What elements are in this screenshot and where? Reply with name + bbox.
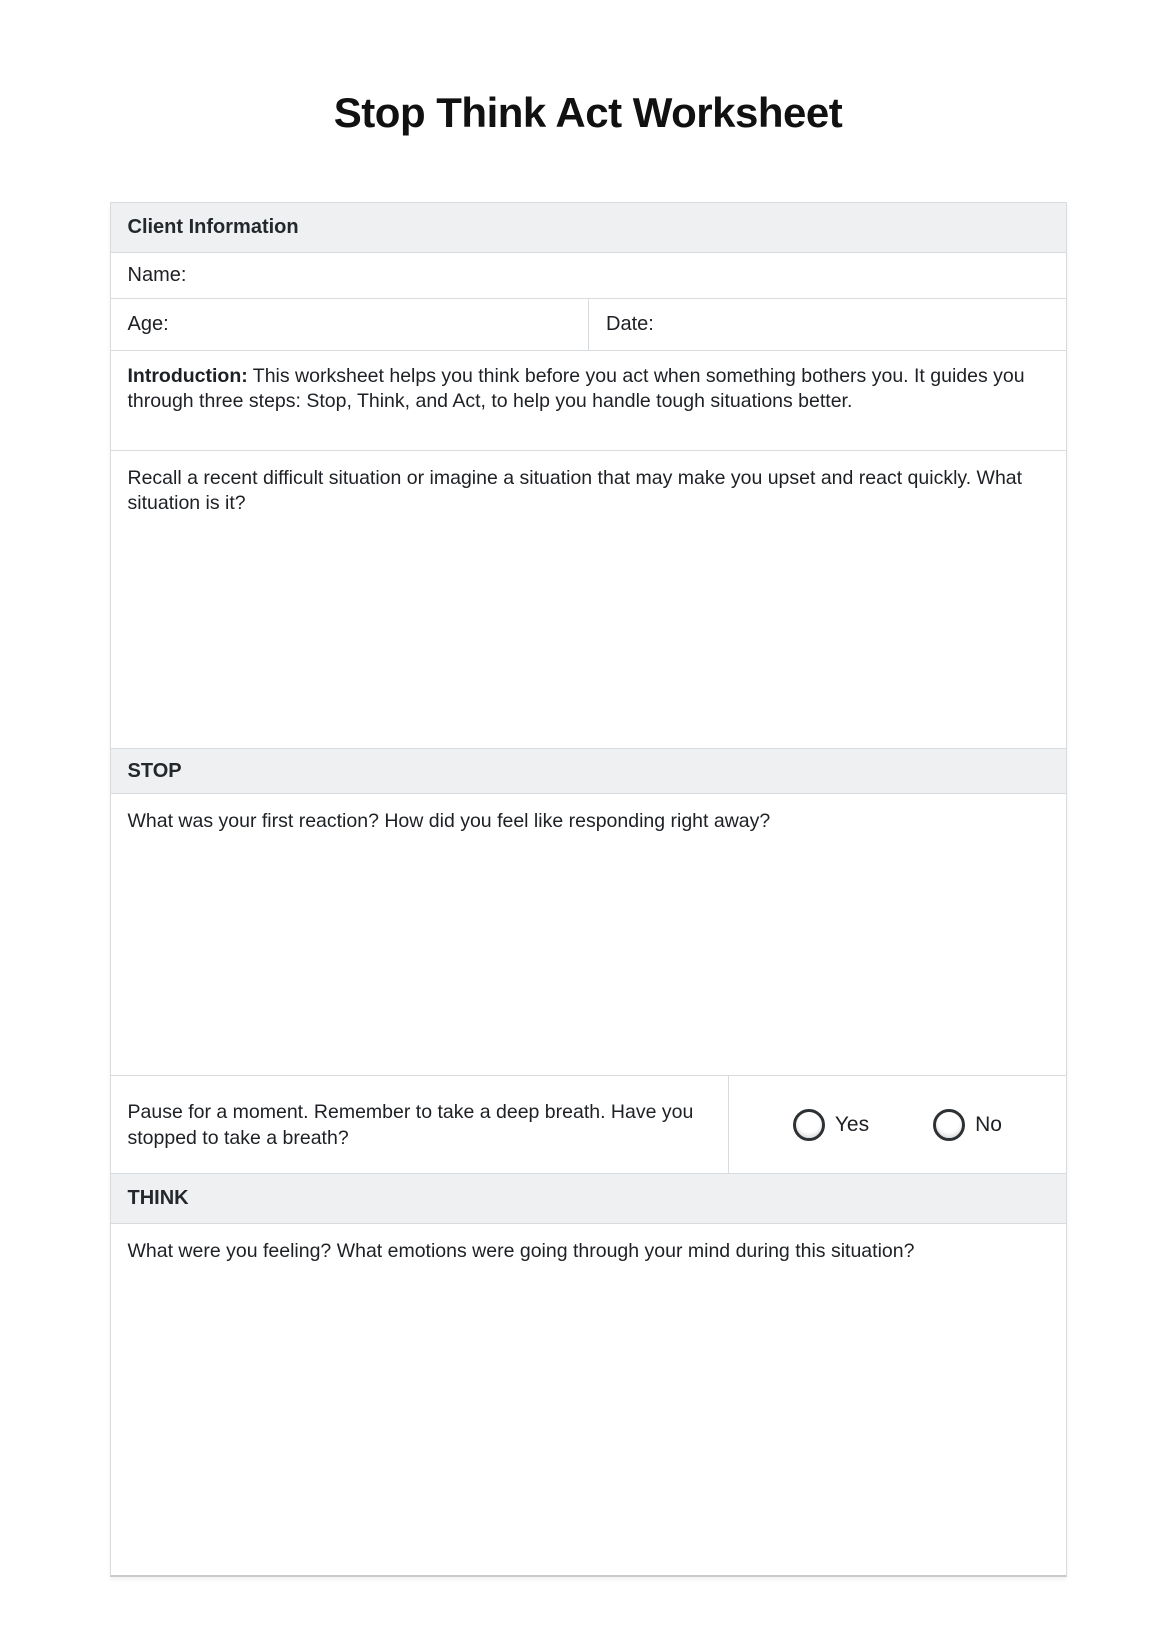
client-information-title: Client Information (127, 216, 299, 239)
pause-options-cell (729, 1076, 1065, 1173)
worksheet-table (110, 202, 1067, 1577)
date-label: Date: (606, 313, 654, 336)
name-label: Name: (127, 264, 187, 287)
client-information-header (111, 203, 1066, 252)
stop-question: What was your first reaction? How did you feel like responding right away? (127, 810, 771, 833)
age-date-row (111, 298, 1066, 350)
pause-prompt: Pause for a moment. Remember to take a deep breath. Have you stopped to take a breath? (127, 1100, 694, 1149)
date-field[interactable] (588, 299, 1066, 350)
think-section-header (111, 1173, 1066, 1223)
stop-title: STOP (127, 759, 182, 782)
situation-answer-area[interactable] (111, 450, 1066, 748)
introduction-paragraph (111, 350, 1066, 450)
pause-prompt-cell (111, 1076, 730, 1173)
age-label: Age: (127, 313, 169, 336)
name-field[interactable] (111, 252, 1066, 298)
no-radio-label: No (975, 1112, 1002, 1136)
think-question: What were you feeling? What emotions were going through your mind during this situation? (127, 1240, 915, 1263)
stop-section-header (111, 748, 1066, 793)
think-title: THINK (127, 1187, 189, 1210)
introduction-text: This worksheet helps you think before you act when something bothers you. It guides you through three steps: Stop, Think, and Act, to help you handle tough situations better. (127, 365, 1025, 413)
stop-answer-area[interactable] (111, 793, 1066, 1075)
situation-prompt: Recall a recent difficult situation or imagine a situation that may make you upset and react quickly. What situation is it? (127, 467, 1023, 515)
think-answer-area[interactable] (111, 1223, 1066, 1575)
yes-radio-circle-icon[interactable] (793, 1109, 825, 1141)
no-radio-circle-icon[interactable] (933, 1109, 965, 1141)
age-field[interactable] (111, 299, 589, 350)
no-radio[interactable] (933, 1109, 1002, 1141)
yes-radio[interactable] (793, 1109, 869, 1141)
introduction-label: Introduction: (127, 365, 248, 388)
yes-radio-label: Yes (834, 1112, 870, 1136)
pause-row (111, 1075, 1066, 1173)
page-title: Stop Think Act Worksheet (333, 89, 843, 136)
